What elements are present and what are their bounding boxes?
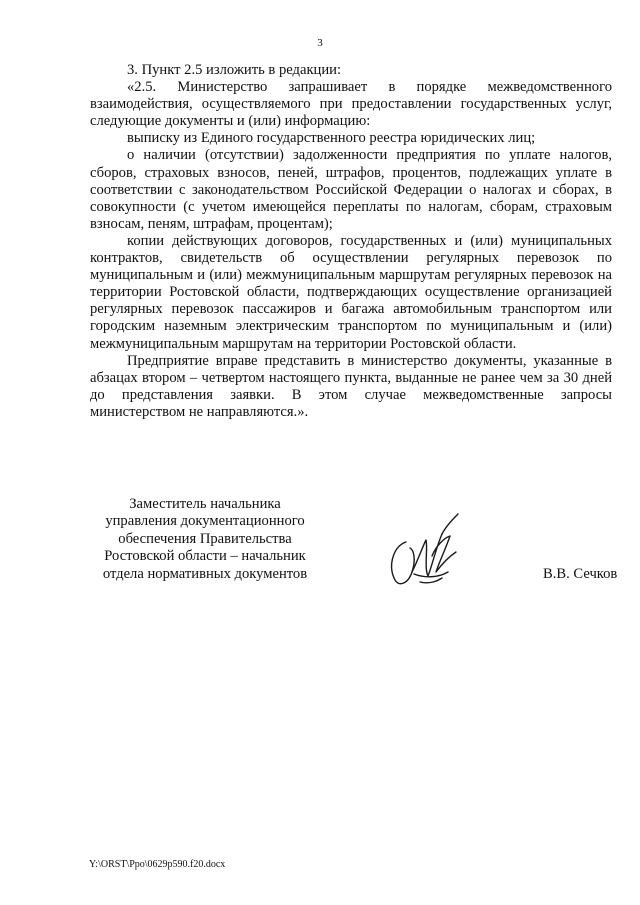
signatory-title-line: Заместитель начальника <box>129 496 281 512</box>
signer-name: В.В. Сечков <box>543 566 618 582</box>
signatory-title-line: отдела нормативных документов <box>102 565 308 582</box>
signatory-title-line: обеспечения Правительства <box>118 530 292 547</box>
handwritten-signature <box>384 512 466 592</box>
page-number: 3 <box>317 37 323 49</box>
signatory-title-line: управления документационного <box>105 513 305 530</box>
signatory-title <box>100 496 310 583</box>
paragraph-egrul-extract: выписку из Единого государственного реестра юридических лиц; <box>127 130 536 147</box>
paragraph-item-change: 3. Пункт 2.5 изложить в редакции: <box>127 62 342 78</box>
paragraph-clause-2-5: «2.5. Министерство запрашивает в порядке межведомственного взаимодействия, осуществляемого при предоставлении государственных услуг, следующие документы и (или) информацию: <box>90 79 612 130</box>
paragraph-contracts-copies: копии действующих договоров, государственных и (или) муниципальных контрактов, свидетельств об осуществлении регулярных перевозок по муниципальным и (или) межмуниципальным маршрутам регулярных перевозок на территории Ростовской области, подтверждающих осуществление организацией регулярных перевозок пассажиров и багажа автомобильным транспортом или городским наземным электрическим транспортом по муниципальным и (или) межмуниципальным маршрутам на территории Ростовской области. <box>90 232 612 352</box>
signatory-title-line: Ростовской области – начальник <box>104 548 306 565</box>
document-body <box>90 62 612 421</box>
paragraph-tax-debt: о наличии (отсутствии) задолженности предприятия по уплате налогов, сборов, страховых взносов, пеней, штрафов, процентов, подлежащих уплате в соответствии с законодательством Российской Федерации о налогах и сборах, в совокупности (с учетом имеющейся переплаты по налогам, сборам, страховым взносам, пеням, штрафам, процентам); <box>90 147 612 232</box>
paragraph-enterprise-right: Предприятие вправе представить в министерство документы, указанные в абзацах втором – четвертом настоящего пункта, выданные не ранее чем за 30 дней до представления заявки. В этом случае межведомственные запросы министерством не направляются.». <box>90 352 612 420</box>
file-path-footer: Y:\ORST\Ppo\0629p590.f20.docx <box>89 859 226 870</box>
